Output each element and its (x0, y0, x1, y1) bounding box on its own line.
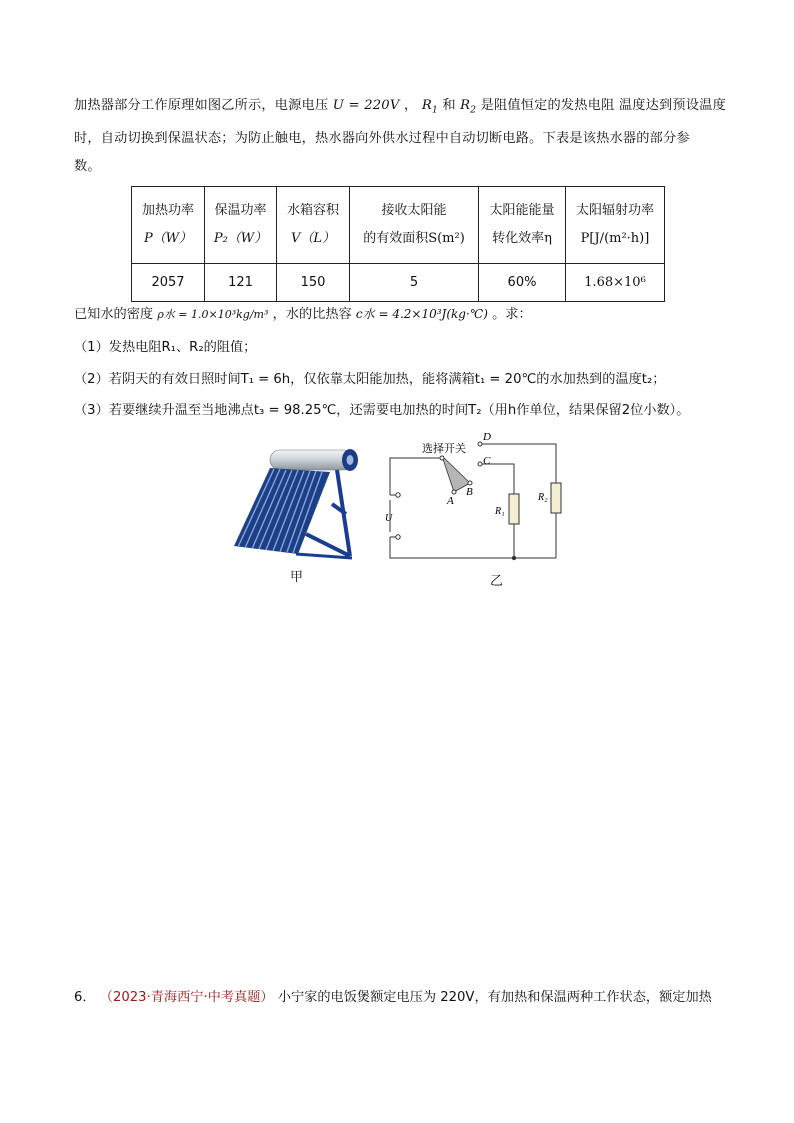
intro-text-2: 是阻值恒定的发热电阻 温度达到预设温度 (480, 98, 726, 113)
known-text-2: ，水的比热容 (272, 307, 352, 322)
table-header-cell: 水箱容积 V（L） (277, 187, 350, 264)
node-b-label: B (466, 486, 473, 498)
table-cell: 1.68×10⁶ (566, 264, 665, 302)
intro-line-2: 时，自动切换到保温状态；为防止触电，热水器向外供水过程中自动切断电路。下表是该热水器的部分参 (74, 130, 690, 146)
table-cell: 5 (350, 264, 479, 302)
problem-text: 小宁家的电饭煲额定电压为 220V，有加热和保温两种工作状态，额定加热 (277, 990, 712, 1005)
known-text-1: 已知水的密度 (74, 307, 154, 322)
table-header-cell: 加热功率 P（W） (132, 187, 205, 264)
table-row (132, 264, 665, 302)
node-a-label: A (447, 495, 454, 507)
resistor-r2 (551, 483, 561, 513)
solar-water-heater-image (232, 444, 362, 564)
table-header-cell: 太阳能能量 转化效率η (479, 187, 566, 264)
question-2: （2）若阴天的有效日照时间T₁ = 6h，仅依靠太阳能加热，能将满箱t₁ = 20℃的水加热到的温度t₂； (74, 372, 666, 387)
circuit-diagram (380, 430, 580, 569)
r1-symbol: $R_1$ (421, 98, 438, 116)
problem-6-line (74, 988, 712, 1008)
switch-label: 选择开关 (422, 442, 466, 455)
parameter-table (131, 186, 665, 302)
table-header-cell: 保温功率 P₂（W） (205, 187, 277, 264)
table-header-row (132, 187, 665, 264)
heat-capacity-formula: c水 = 4.2×10³J(kg·℃) (355, 307, 488, 321)
voltage-formula: U = 220V (332, 98, 400, 113)
density-formula: ρ水 = 1.0×10³kg/m³ (157, 308, 269, 321)
table-cell: 2057 (132, 264, 205, 302)
intro-text-1: 加热器部分工作原理如图乙所示，电源电压 (74, 98, 329, 113)
resistor-r1 (509, 494, 519, 524)
problem-number: 6． (74, 990, 96, 1005)
table-cell: 150 (277, 264, 350, 302)
intro-line-3: 数。 (74, 158, 101, 174)
and-text: 和 (442, 98, 456, 113)
node-d-label: D (483, 431, 491, 443)
known-values-line (74, 304, 532, 325)
known-text-3: 。求： (492, 307, 532, 322)
r2-symbol: $R_2$ (460, 98, 477, 116)
table-cell: 121 (205, 264, 277, 302)
figure-label-yi: 乙 (490, 574, 504, 589)
question-3: （3）若要继续升温至当地沸点t₃ = 98.25℃，还需要电加热的时间T₂（用h作单位，结果保留2位小数）。 (74, 403, 690, 418)
question-1: （1）发热电阻R₁、R₂的阻值； (74, 340, 257, 355)
node-c-label: C (483, 455, 491, 467)
r2-label: R₂ (538, 492, 548, 503)
table-cell: 60% (479, 264, 566, 302)
voltage-u-label: U (385, 513, 393, 524)
r1-label: R₁ (495, 506, 505, 517)
problem-source: （2023·青海西宁·中考真题） (99, 990, 274, 1005)
table-header-cell: 太阳辐射功率 P[J/(m²·h)] (566, 187, 665, 264)
figure-label-jia: 甲 (290, 570, 304, 585)
intro-paragraph (74, 92, 726, 181)
table-header-cell: 接收太阳能 的有效面积S(m²) (350, 187, 479, 264)
comma: ， (404, 98, 418, 113)
